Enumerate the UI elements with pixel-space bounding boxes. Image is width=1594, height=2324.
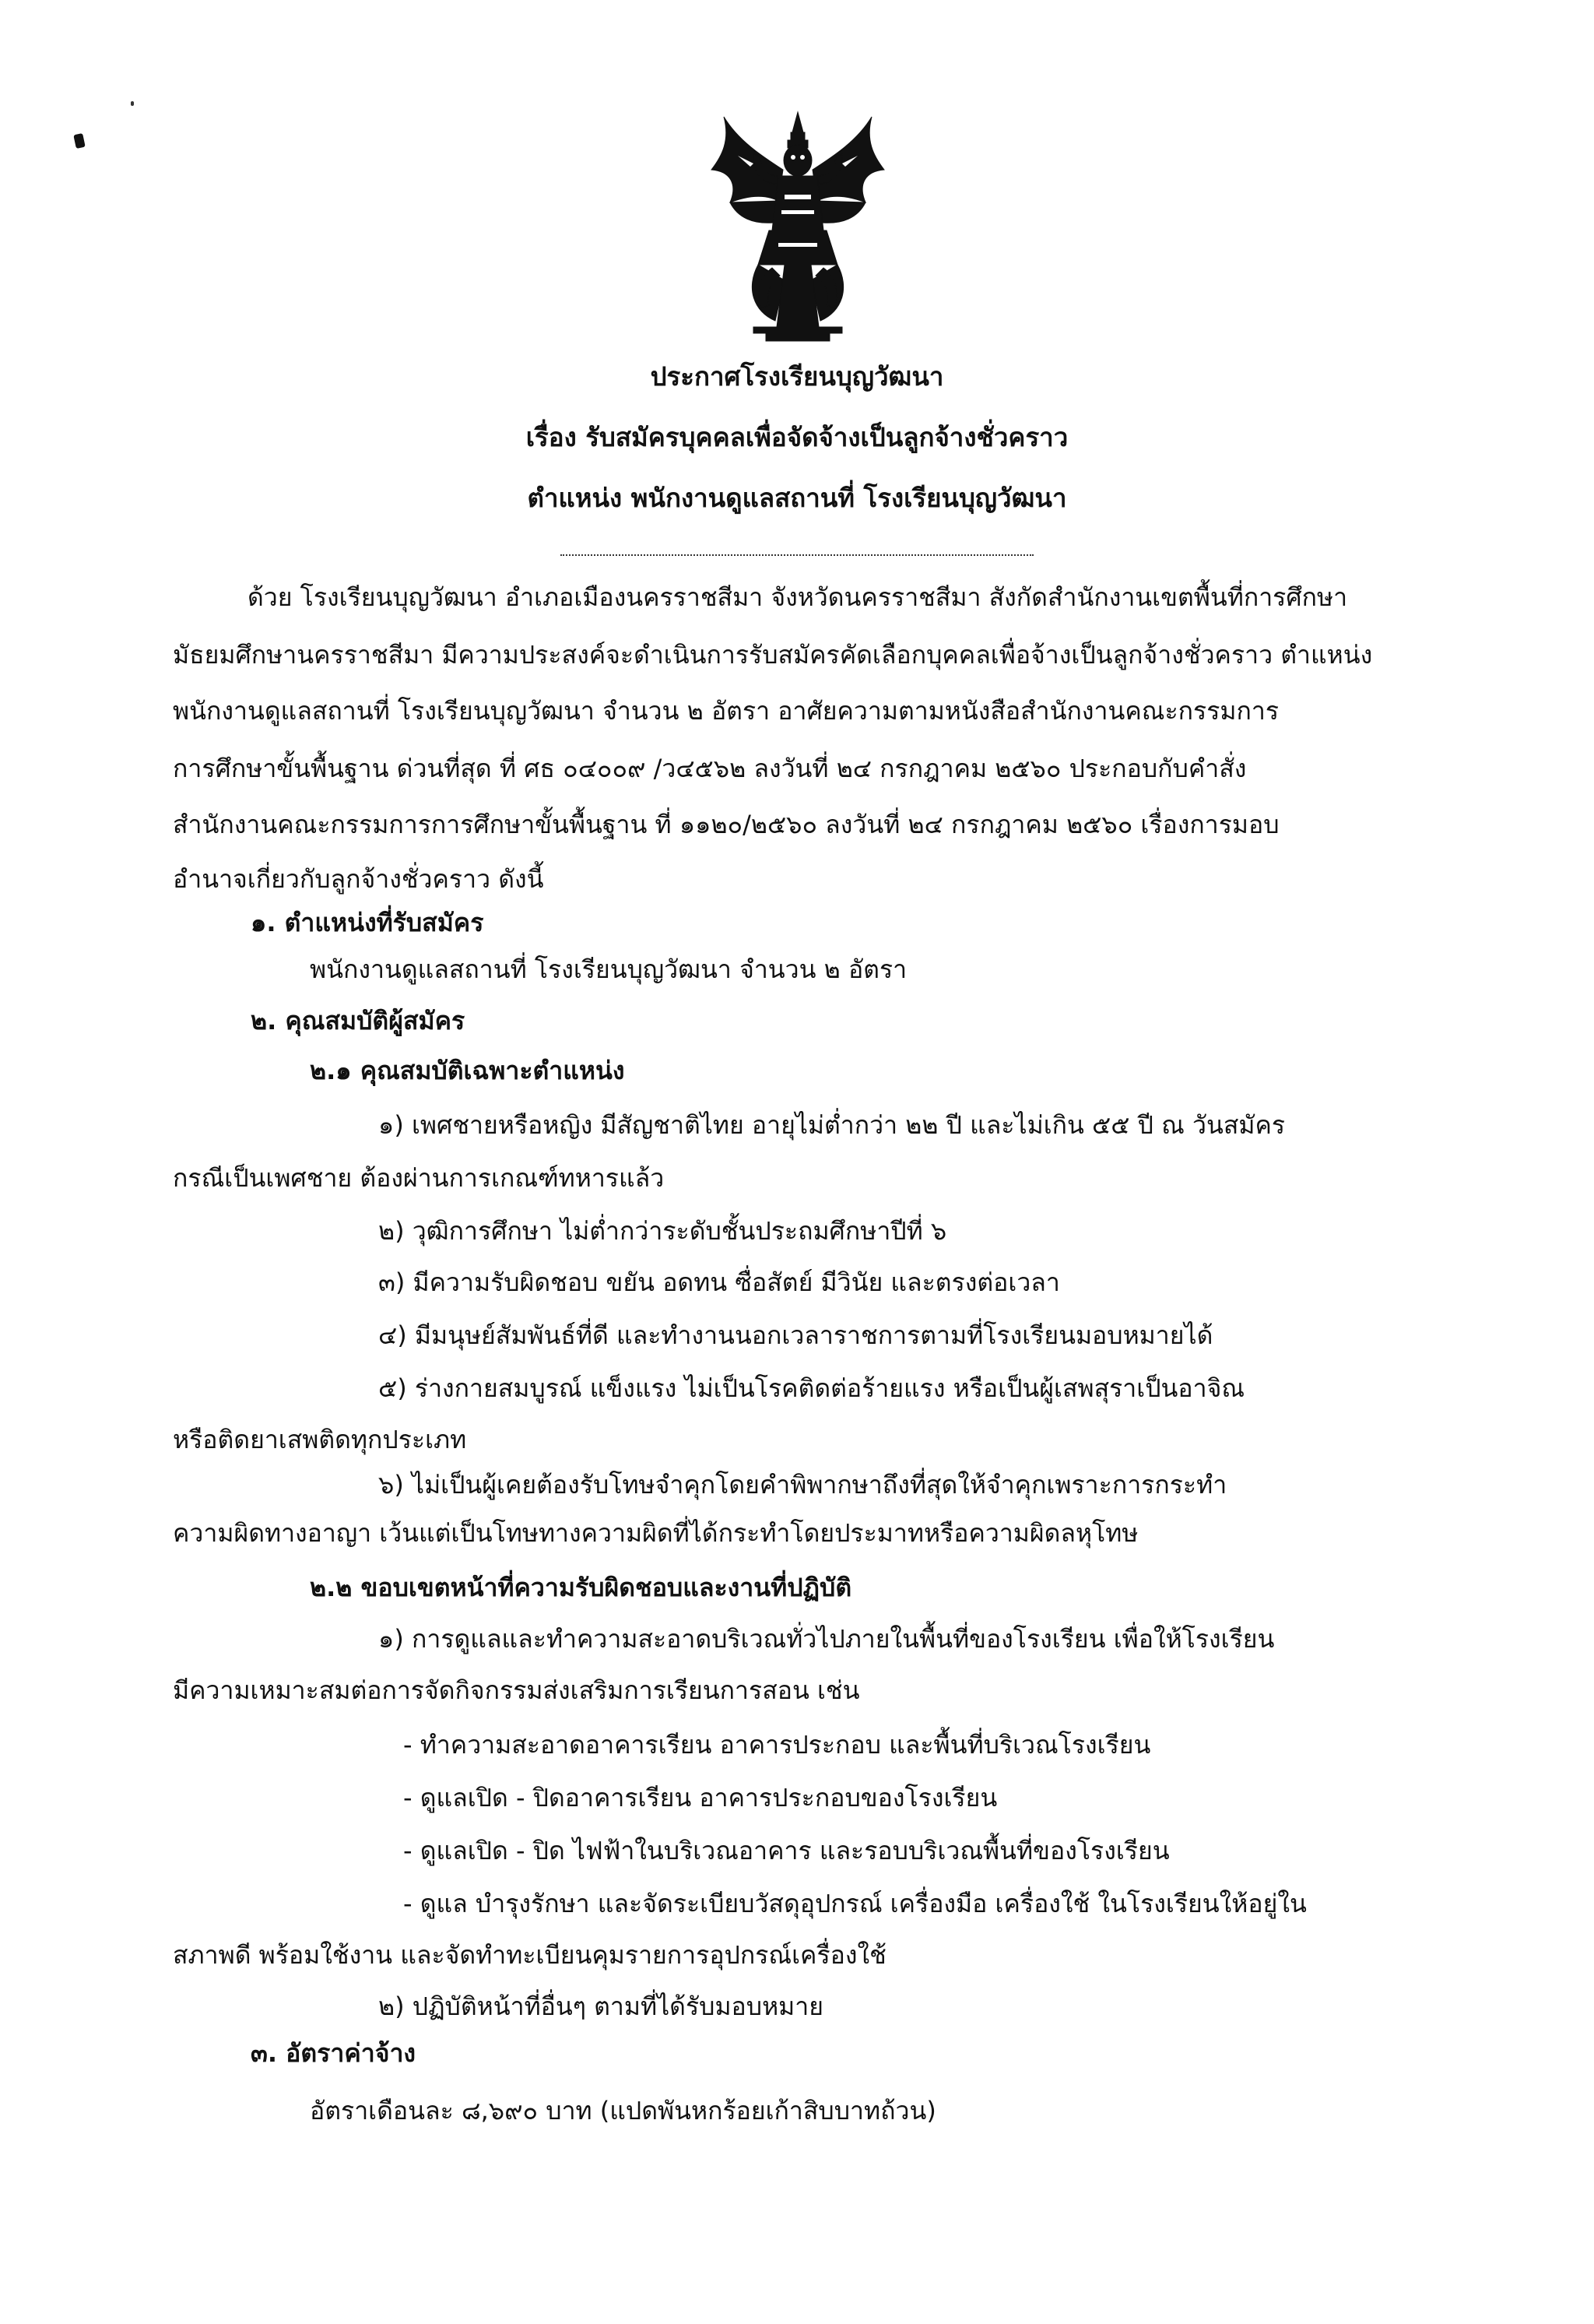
heading-divider: [560, 554, 1034, 556]
qualification-line: ๓) มีความรับผิดชอบ ขยัน อดทน ซื่อสัตย์ มีวินัย และตรงต่อเวลา: [378, 1267, 1060, 1297]
intro-line: มัธยมศึกษานครราชสีมา มีความประสงค์จะดำเนินการรับสมัครคัดเลือกบุคคลเพื่อจ้างเป็นลูกจ้างชั่วคราว ตำแหน่ง: [173, 640, 1373, 670]
section1-heading: ๑. ตำแหน่งที่รับสมัคร: [251, 908, 484, 937]
intro-line: ด้วย โรงเรียนบุญวัฒนา อำเภอเมืองนครราชสีมา จังหวัดนครราชสีมา สังกัดสำนักงานเขตพื้นที่การศึกษา: [248, 582, 1348, 612]
announcement-subject: เรื่อง รับสมัครบุคคลเพื่อจัดจ้างเป็นลูกจ้างชั่วคราว: [525, 422, 1069, 452]
qualification-line: ๔) มีมนุษย์สัมพันธ์ที่ดี และทำงานนอกเวลาราชการตามที่โรงเรียนมอบหมายได้: [378, 1320, 1213, 1350]
scan-mark: [73, 133, 85, 149]
intro-line: การศึกษาขั้นพื้นฐาน ด่วนที่สุด ที่ ศธ ๐๔๐๐๙ /ว๔๕๖๒ ลงวันที่ ๒๔ กรกฎาคม ๒๕๖๐ ประกอบกับคำสั่ง: [173, 754, 1247, 783]
qualification-line: ๑) เพศชายหรือหญิง มีสัญชาติไทย อายุไม่ต่ำกว่า ๒๒ ปี และไม่เกิน ๕๕ ปี ณ วันสมัคร: [378, 1110, 1286, 1140]
section3-heading: ๓. อัตราค่าจ้าง: [251, 2038, 416, 2068]
intro-line: อำนาจเกี่ยวกับลูกจ้างชั่วคราว ดังนี้: [173, 864, 544, 894]
duty-line: - ดูแลเปิด - ปิดอาคารเรียน อาคารประกอบของโรงเรียน: [403, 1783, 998, 1812]
duty-line: - ดูแล บำรุงรักษา และจัดระเบียบวัสดุอุปกรณ์ เครื่องมือ เครื่องใช้ ในโรงเรียนให้อยู่ใน: [403, 1889, 1307, 1918]
duty-line: ๑) การดูแลและทำความสะอาดบริเวณทั่วไปภายในพื้นที่ของโรงเรียน เพื่อให้โรงเรียน: [378, 1624, 1275, 1654]
qualification-line: ๖) ไม่เป็นผู้เคยต้องรับโทษจำคุกโดยคำพิพากษาถึงที่สุดให้จำคุกเพราะการกระทำ: [378, 1470, 1227, 1500]
duty-line: - ทำความสะอาดอาคารเรียน อาคารประกอบ และพื้นที่บริเวณโรงเรียน: [403, 1730, 1151, 1760]
section2-2-heading: ๒.๒ ขอบเขตหน้าที่ความรับผิดชอบและงานที่ปฏิบัติ: [310, 1573, 852, 1602]
section3-text: อัตราเดือนละ ๘,๖๙๐ บาท (แปดพันหกร้อยเก้าสิบบาทถ้วน): [310, 2096, 936, 2125]
announcement-title: ประกาศโรงเรียนบุญวัฒนา: [650, 361, 944, 392]
qualification-line: ความผิดทางอาญา เว้นแต่เป็นโทษทางความผิดที่ได้กระทำโดยประมาทหรือความผิดลหุโทษ: [173, 1518, 1139, 1548]
announcement-position: ตำแหน่ง พนักงานดูแลสถานที่ โรงเรียนบุญวัฒนา: [527, 483, 1067, 513]
section1-text: พนักงานดูแลสถานที่ โรงเรียนบุญวัฒนา จำนวน ๒ อัตรา: [310, 955, 908, 984]
duty-line: - ดูแลเปิด - ปิด ไฟฟ้าในบริเวณอาคาร และรอบบริเวณพื้นที่ของโรงเรียน: [403, 1836, 1170, 1865]
duty-line: ๒) ปฏิบัติหน้าที่อื่นๆ ตามที่ได้รับมอบหมาย: [378, 1992, 823, 2021]
section2-1-heading: ๒.๑ คุณสมบัติเฉพาะตำแหน่ง: [310, 1056, 625, 1085]
duty-line: มีความเหมาะสมต่อการจัดกิจกรรมส่งเสริมการเรียนการสอน เช่น: [173, 1675, 860, 1705]
garuda-emblem-icon: [707, 109, 889, 343]
section2-heading: ๒. คุณสมบัติผู้สมัคร: [251, 1006, 465, 1035]
scan-dot: [131, 101, 134, 106]
duty-line: สภาพดี พร้อมใช้งาน และจัดทำทะเบียนคุมรายการอุปกรณ์เครื่องใช้: [173, 1940, 887, 1970]
qualification-line: ๕) ร่างกายสมบูรณ์ แข็งแรง ไม่เป็นโรคติดต่อร้ายแรง หรือเป็นผู้เสพสุราเป็นอาจิณ: [378, 1373, 1245, 1403]
qualification-line: กรณีเป็นเพศชาย ต้องผ่านการเกณฑ์ทหารแล้ว: [173, 1163, 665, 1193]
intro-line: สำนักงานคณะกรรมการการศึกษาขั้นพื้นฐาน ที่ ๑๑๒๐/๒๕๖๐ ลงวันที่ ๒๔ กรกฎาคม ๒๕๖๐ เรื่องการมอบ: [173, 810, 1280, 839]
qualification-line: ๒) วุฒิการศึกษา ไม่ต่ำกว่าระดับชั้นประถมศึกษาปีที่ ๖: [378, 1216, 947, 1246]
qualification-line: หรือติดยาเสพติดทุกประเภท: [173, 1425, 467, 1454]
intro-line: พนักงานดูแลสถานที่ โรงเรียนบุญวัฒนา จำนวน ๒ อัตรา อาศัยความตามหนังสือสำนักงานคณะกรรมการ: [173, 696, 1280, 726]
